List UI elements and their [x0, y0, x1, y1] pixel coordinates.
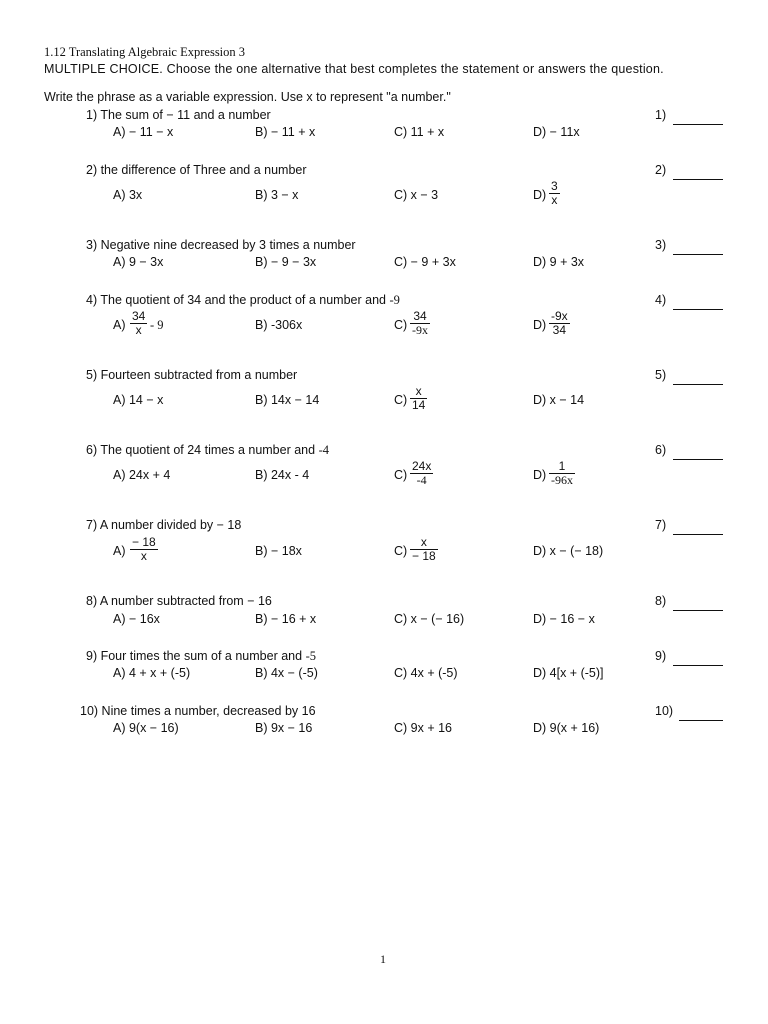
- question-text: 8) A number subtracted from − 16: [86, 594, 272, 608]
- choice-label: C): [394, 318, 408, 332]
- question-text: 1) The sum of − 11 and a number: [86, 108, 271, 122]
- choice-c[interactable]: C) 9x + 16: [394, 721, 453, 735]
- sub-instruction: Write the phrase as a variable expression. Use x to represent "a number.": [44, 90, 451, 104]
- choice-b[interactable]: B) 3 − x: [255, 188, 299, 202]
- worksheet-title: 1.12 Translating Algebraic Expression 3: [44, 45, 246, 59]
- choice-label: C): [394, 393, 408, 407]
- question-text-main: 6) The quotient of 24 times a number and: [86, 443, 316, 457]
- question-text-main: 4) The quotient of 34 and the product of a number and: [86, 293, 386, 307]
- fraction: [410, 536, 438, 563]
- choice-c[interactable]: [394, 318, 407, 332]
- choice-label: A): [113, 318, 126, 332]
- choice-d[interactable]: D) x − 14: [533, 393, 585, 407]
- answer-blank[interactable]: [673, 665, 723, 666]
- fraction: [410, 460, 433, 487]
- fraction: [549, 180, 560, 207]
- denominator: 34: [552, 323, 567, 337]
- choice-a[interactable]: [113, 544, 126, 558]
- question-text: 5) Fourteen subtracted from a number: [86, 368, 298, 382]
- question-text: [86, 649, 316, 664]
- numerator: 24x: [412, 459, 432, 473]
- fraction: [410, 310, 430, 337]
- choice-b[interactable]: B) 9x − 16: [255, 721, 313, 735]
- choice-a[interactable]: A) 4 + x + (-5): [113, 666, 191, 680]
- numerator: -9x: [551, 309, 568, 323]
- denominator: − 18: [412, 549, 436, 563]
- denominator: x: [140, 549, 147, 563]
- fraction: [549, 460, 575, 487]
- choice-c[interactable]: C) x − 3: [394, 188, 439, 202]
- choice-c[interactable]: [394, 544, 407, 558]
- choice-b[interactable]: B) 24x - 4: [255, 468, 310, 482]
- choice-label: C): [394, 544, 408, 558]
- denominator: -96x: [551, 473, 573, 487]
- answer-blank[interactable]: [673, 384, 723, 385]
- choice-d[interactable]: D) − 11x: [533, 125, 580, 139]
- numerator: 1: [558, 459, 566, 473]
- answer-blank[interactable]: [673, 254, 723, 255]
- choice-a[interactable]: [113, 318, 126, 332]
- denominator: -4: [416, 473, 427, 487]
- question-text: [86, 293, 400, 308]
- choice-d[interactable]: D) 4[x + (-5)]: [533, 666, 604, 680]
- choice-b[interactable]: B) 14x − 14: [255, 393, 320, 407]
- choice-label: A): [113, 544, 126, 558]
- choice-c[interactable]: C) x − (− 16): [394, 612, 465, 626]
- answer-blank[interactable]: [673, 459, 723, 460]
- choice-b[interactable]: [255, 318, 302, 332]
- question-text: [86, 443, 329, 458]
- choice-b[interactable]: B) − 9 − 3x: [255, 255, 317, 269]
- page-number: 1: [380, 952, 386, 966]
- answer-number: 7): [655, 518, 667, 532]
- choice-c[interactable]: C) − 9 + 3x: [394, 255, 456, 269]
- choice-c[interactable]: C) 4x + (-5): [394, 666, 458, 680]
- choice-b[interactable]: B) − 11 + x: [255, 125, 316, 139]
- choice-a-tail: - 9: [150, 318, 164, 332]
- fraction: [410, 385, 427, 412]
- fraction: [130, 310, 147, 337]
- question-text-main: 9) Four times the sum of a number and: [86, 649, 303, 663]
- question-text: 7) A number divided by − 18: [86, 518, 242, 532]
- answer-blank[interactable]: [673, 610, 723, 611]
- choice-d[interactable]: [533, 468, 546, 482]
- numerator: 3: [551, 179, 558, 193]
- fraction: [130, 536, 158, 563]
- choice-label: D): [533, 318, 547, 332]
- answer-number: 5): [655, 368, 667, 382]
- question-text: 10) Nine times a number, decreased by 16: [80, 704, 316, 718]
- choice-a[interactable]: A) − 11 − x: [113, 125, 174, 139]
- answer-number: 1): [655, 108, 667, 122]
- choice-d[interactable]: [533, 318, 546, 332]
- numerator: x: [420, 535, 427, 549]
- answer-number: 3): [655, 238, 667, 252]
- answer-blank[interactable]: [673, 309, 723, 310]
- choice-a[interactable]: A) 24x + 4: [113, 468, 171, 482]
- answer-blank[interactable]: [673, 534, 723, 535]
- choice-d[interactable]: [533, 188, 546, 202]
- answer-blank[interactable]: [673, 179, 723, 180]
- choice-a[interactable]: A) 3x: [113, 188, 143, 202]
- denominator: x: [551, 193, 558, 207]
- answer-number: 6): [655, 443, 667, 457]
- numerator: − 18: [132, 535, 156, 549]
- choice-label: C): [394, 468, 408, 482]
- choice-label: D): [533, 188, 547, 202]
- denominator: 14: [412, 398, 426, 412]
- choice-d[interactable]: D) 9(x + 16): [533, 721, 600, 735]
- choice-a[interactable]: A) 9 − 3x: [113, 255, 164, 269]
- choice-a[interactable]: A) − 16x: [113, 612, 160, 626]
- question-text: 2) the difference of Three and a number: [86, 163, 307, 177]
- question-text: 3) Negative nine decreased by 3 times a number: [86, 238, 356, 252]
- choice-d[interactable]: D) 9 + 3x: [533, 255, 585, 269]
- answer-number: 4): [655, 293, 667, 307]
- choice-label: D): [533, 468, 547, 482]
- choice-b[interactable]: B) − 16 + x: [255, 612, 317, 626]
- choice-b-text: B) -306x: [255, 318, 303, 332]
- numerator: x: [415, 384, 422, 398]
- question-text-value: -4: [318, 443, 329, 457]
- answer-number: 9): [655, 649, 667, 663]
- denominator: x: [135, 323, 142, 337]
- denominator: -9x: [412, 323, 428, 337]
- choice-c[interactable]: [394, 468, 407, 482]
- choice-b[interactable]: B) 4x − (-5): [255, 666, 318, 680]
- answer-blank[interactable]: [679, 720, 723, 721]
- instructions: MULTIPLE CHOICE. Choose the one alternative that best completes the statement or answers the question.: [44, 62, 664, 76]
- choice-c[interactable]: [394, 393, 407, 407]
- answer-number: 8): [655, 594, 667, 608]
- numerator: 34: [132, 309, 146, 323]
- choice-b[interactable]: B) − 18x: [255, 544, 302, 558]
- fraction: [549, 310, 570, 337]
- choice-a[interactable]: A) 9(x − 16): [113, 721, 179, 735]
- answer-blank[interactable]: [673, 124, 723, 125]
- answer-number: 10): [655, 704, 674, 718]
- choice-d[interactable]: D) x − (− 18): [533, 544, 604, 558]
- question-text-value: -9: [389, 293, 400, 307]
- choice-c[interactable]: C) 11 + x: [394, 125, 445, 139]
- choice-a[interactable]: A) 14 − x: [113, 393, 164, 407]
- answer-number: 2): [655, 163, 667, 177]
- question-text-value: -5: [305, 649, 316, 663]
- choice-d[interactable]: D) − 16 − x: [533, 612, 595, 626]
- numerator: 34: [413, 309, 427, 323]
